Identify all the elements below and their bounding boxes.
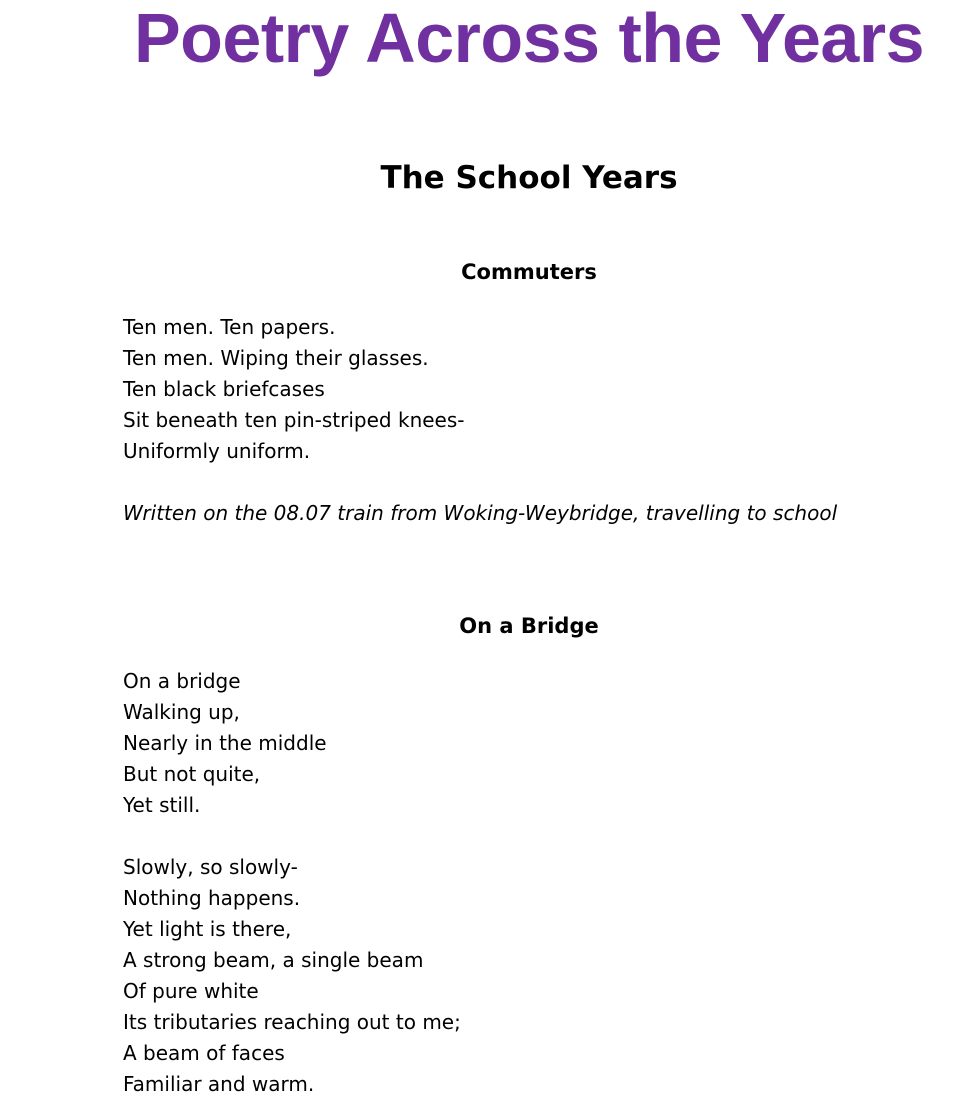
poem-line: Nothing happens. [123,886,301,910]
poem-line: Slowly, so slowly- [123,855,298,879]
poem-line: Nearly in the middle [123,731,327,755]
poem-stanza [123,312,464,467]
poem-title-commuters: Commuters [461,260,597,284]
poem-line: Ten black briefcases [123,377,325,401]
poem-line: Its tributaries reaching out to me; [123,1010,461,1034]
poem-line: A strong beam, a single beam [123,948,424,972]
poem-line: Uniformly uniform. [123,439,311,463]
poem-line: A beam of faces [123,1041,285,1065]
poem-line: Familiar and warm. [123,1072,315,1096]
poem-title-on-a-bridge: On a Bridge [459,614,599,638]
poem-line: Ten men. Ten papers. [123,315,336,339]
poem-line: Yet light is there, [123,917,292,941]
poem-stanza [123,666,327,821]
poem-line: But not quite, [123,762,261,786]
document-title: Poetry Across the Years [133,0,925,77]
poem-stanza [123,852,461,1100]
poem-line: Ten men. Wiping their glasses. [123,346,429,370]
poem-line: Of pure white [123,979,259,1003]
section-title: The School Years [380,160,678,196]
poem-line: On a bridge [123,669,241,693]
poem-line: Walking up, [123,700,240,724]
poem-line: Yet still. [123,793,201,817]
poem-note: Written on the 08.07 train from Woking-Weybridge, travelling to school [123,501,838,525]
poem-line: Sit beneath ten pin-striped knees- [123,408,465,432]
